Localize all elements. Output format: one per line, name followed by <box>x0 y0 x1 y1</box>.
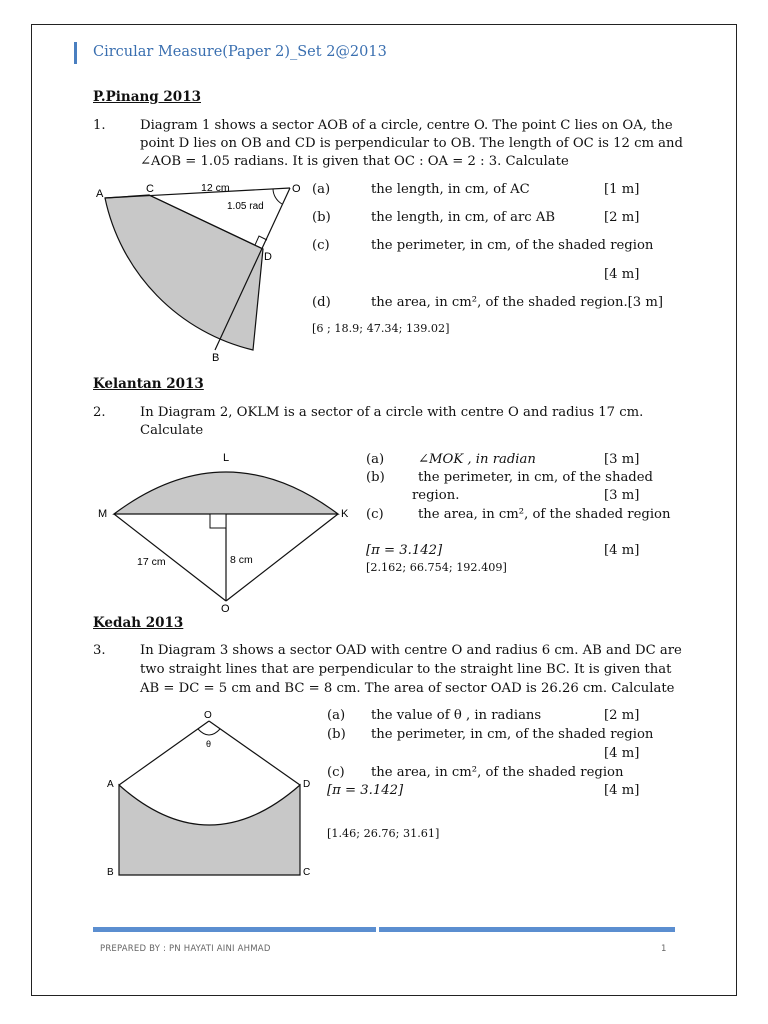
diagram-2 <box>93 446 363 616</box>
section-heading-kelantan: Kelantan 2013 <box>93 376 204 392</box>
q1-part-d-label: (d) <box>312 295 331 310</box>
q1-part-b-text: the length, in cm, of arc AB <box>371 210 556 225</box>
q3-text-line-3: AB = DC = 5 cm and BC = 8 cm. The area of sector OAD is 26.26 cm. Calculate <box>140 681 675 696</box>
q3-part-b-marks: [4 m] <box>604 746 640 761</box>
q1-part-a-marks: [1 m] <box>604 182 640 197</box>
q3-part-c-marks: [4 m] <box>604 783 640 798</box>
q3-part-a-text: the value of θ , in radians <box>371 708 542 723</box>
q1-part-c-label: (c) <box>312 238 330 253</box>
q3-part-a-label: (a) <box>327 708 346 723</box>
diagram-2-shaded-segment <box>114 472 338 514</box>
q3-answers: [1.46; 26.76; 31.61] <box>327 827 440 840</box>
q2-pi-value: [π = 3.142] <box>366 543 443 558</box>
diagram-1-shaded-region <box>105 195 263 350</box>
diagram-1 <box>93 178 303 364</box>
diagram-3-label-c: C <box>303 867 311 878</box>
question-number-1: 1. <box>93 118 106 133</box>
diagram-3-shaded-region <box>119 785 300 875</box>
q2-part-b-label: (b) <box>366 470 385 485</box>
diagram-3-label-a: A <box>107 779 114 790</box>
question-number-2: 2. <box>93 405 106 420</box>
section-heading-kedah: Kedah 2013 <box>93 615 184 631</box>
diagram-1-line-oa <box>105 188 290 198</box>
diagram-3-label-d: D <box>303 779 311 790</box>
section-heading-ppinang: P.Pinang 2013 <box>93 89 201 105</box>
diagram-2-label-l: L <box>223 452 230 464</box>
q1-part-b-marks: [2 m] <box>604 210 640 225</box>
diagram-3-angle-arc <box>198 729 220 735</box>
q2-answers: [2.162; 66.754; 192.409] <box>366 561 507 574</box>
q3-part-a-marks: [2 m] <box>604 708 640 723</box>
q2-part-a-text: ∠MOK , in radian <box>418 452 536 467</box>
diagram-1-label-oc-length: 12 cm <box>201 182 230 194</box>
q3-pi-value: [π = 3.142] <box>327 783 404 798</box>
q1-answers: [6 ; 18.9; 47.34; 139.02] <box>312 322 450 335</box>
q3-part-c-text: the area, in cm², of the shaded region <box>371 765 624 780</box>
q1-text-line-1: Diagram 1 shows a sector AOB of a circle, centre O. The point C lies on OA, the <box>140 118 673 133</box>
q1-part-a-label: (a) <box>312 182 331 197</box>
diagram-1-angle-arc <box>273 189 282 204</box>
question-number-3: 3. <box>93 643 106 658</box>
diagram-2-right-angle-mark <box>210 514 226 528</box>
q2-part-b-text: the perimeter, in cm, of the shaded <box>418 470 653 485</box>
q3-part-c-label: (c) <box>327 765 345 780</box>
q2-part-c-text: the area, in cm², of the shaded region <box>418 507 671 522</box>
q1-text-line-3: ∠AOB = 1.05 radians. It is given that OC : OA = 2 : 3. Calculate <box>140 154 569 169</box>
diagram-1-label-angle: 1.05 rad <box>227 201 264 212</box>
diagram-3-label-b: B <box>107 867 114 878</box>
diagram-3-line-oa <box>119 721 212 785</box>
q3-part-b-text: the perimeter, in cm, of the shaded region <box>371 727 654 742</box>
diagram-3-label-o: O <box>204 710 212 721</box>
q3-text-line-1: In Diagram 3 shows a sector OAD with centre O and radius 6 cm. AB and DC are <box>140 643 682 658</box>
q2-part-c-label: (c) <box>366 507 384 522</box>
diagram-3-line-od <box>209 721 300 785</box>
diagram-2-label-o: O <box>221 603 230 615</box>
q3-part-b-label: (b) <box>327 727 346 742</box>
footer-page-number: 1 <box>661 944 667 954</box>
q2-part-a-label: (a) <box>366 452 385 467</box>
q2-text-line-1: In Diagram 2, OKLM is a sector of a circle with centre O and radius 17 cm. <box>140 405 644 420</box>
page-title: Circular Measure(Paper 2)_Set 2@2013 <box>93 44 387 60</box>
q2-part-c-marks: [4 m] <box>604 543 640 558</box>
diagram-2-line-om <box>114 514 226 601</box>
diagram-3-label-theta: θ <box>206 739 212 749</box>
footer-rule-right <box>379 927 675 932</box>
q2-text-line-2: Calculate <box>140 423 204 438</box>
diagram-3 <box>93 705 323 885</box>
q3-text-line-2: two straight lines that are perpendicular to the straight line BC. It is given that <box>140 662 672 677</box>
q2-part-a-marks: [3 m] <box>604 452 640 467</box>
diagram-1-label-c: C <box>146 183 154 195</box>
diagram-1-label-d: D <box>264 251 272 263</box>
diagram-2-label-height: 8 cm <box>230 554 253 566</box>
diagram-1-label-b: B <box>212 352 220 364</box>
q1-text-line-2: point D lies on OB and CD is perpendicular to OB. The length of OC is 12 cm and <box>140 136 683 151</box>
q1-part-c-text: the perimeter, in cm, of the shaded region <box>371 238 654 253</box>
q2-part-b-marks: [3 m] <box>604 488 640 503</box>
title-accent-bar <box>74 42 77 64</box>
q1-part-c-marks: [4 m] <box>604 267 640 282</box>
diagram-1-label-a: A <box>96 188 104 200</box>
diagram-2-label-k: K <box>341 508 349 520</box>
diagram-1-label-o: O <box>292 183 301 195</box>
diagram-2-label-radius: 17 cm <box>137 556 166 568</box>
diagram-2-label-m: M <box>98 508 108 520</box>
q1-part-a-text: the length, in cm, of AC <box>371 182 530 197</box>
q1-part-d-text: the area, in cm², of the shaded region.[3 m] <box>371 295 664 310</box>
footer-prepared-by: PREPARED BY : PN HAYATI AINI AHMAD <box>100 944 271 954</box>
q1-part-b-label: (b) <box>312 210 331 225</box>
q2-part-b-text-cont: region. <box>412 488 460 503</box>
footer-rule-left <box>93 927 376 932</box>
